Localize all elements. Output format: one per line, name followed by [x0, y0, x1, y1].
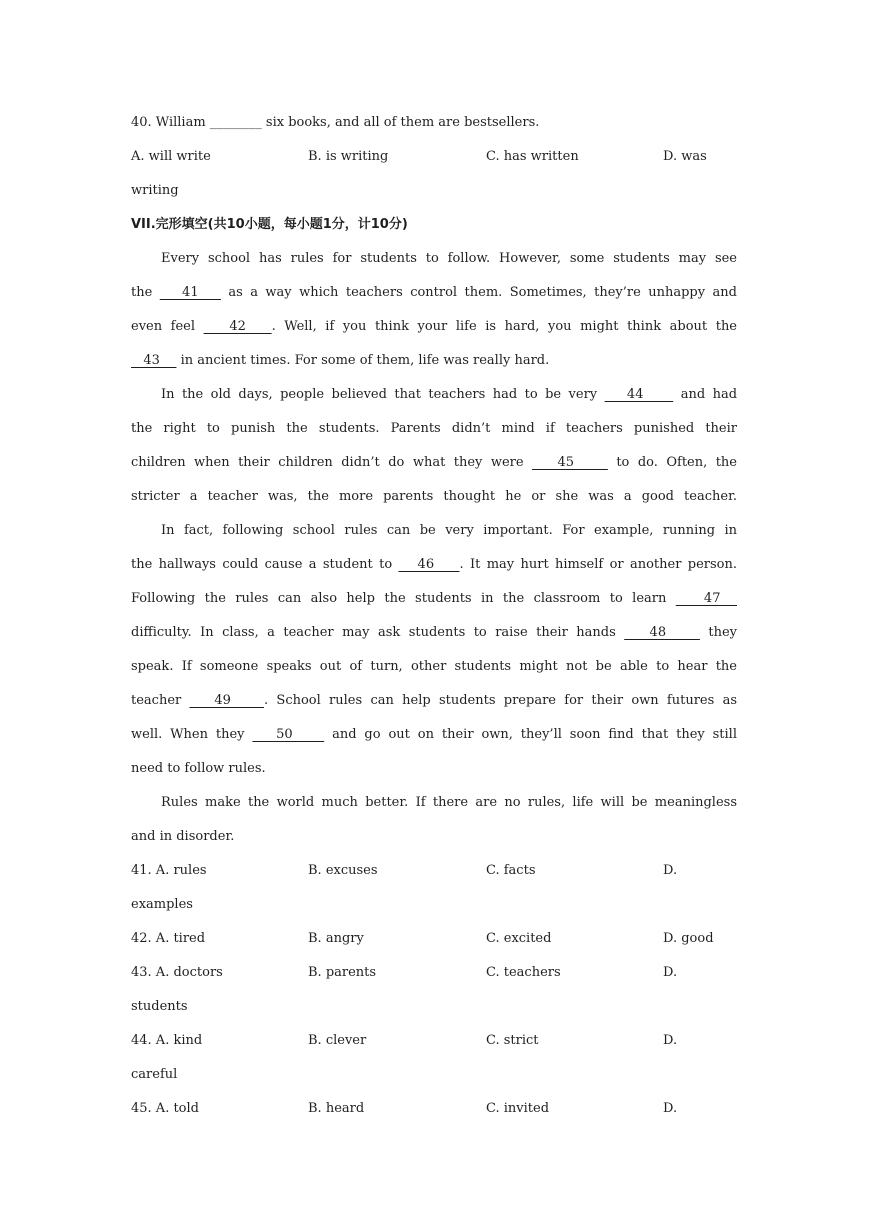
question-45-options — [131, 1092, 737, 1126]
question-40-stem: 40. William ________ six books, and all of them are bestsellers. — [131, 115, 540, 130]
passage-line: the 41 as a way which teachers control them. Sometimes, they’re unhappy and — [131, 285, 737, 300]
blank-43: 43 — [131, 353, 177, 368]
option-b: B. angry — [308, 931, 364, 946]
passage-line: even feel 42 . Well, if you think your life is hard, you might think about the — [131, 319, 738, 334]
question-40-wrap: writing — [131, 183, 179, 198]
option-d: D. was — [663, 149, 707, 164]
option-d: D. — [663, 965, 678, 980]
question-43-wrap: students — [131, 999, 188, 1014]
passage-line: stricter a teacher was, the more parents thought he or she was a good teacher. — [131, 489, 737, 504]
option-d: D. — [663, 1101, 678, 1116]
blank-41: 41 — [159, 285, 221, 300]
option-c: C. teachers — [486, 965, 561, 980]
option-a: 43. A. doctors — [131, 965, 223, 980]
passage-line: In fact, following school rules can be very important. For example, running in — [161, 523, 737, 538]
blank-44: 44 — [604, 387, 674, 402]
blank-46: 46 — [398, 557, 460, 572]
blank-49: 49 — [189, 693, 264, 708]
passage-line: 43 in ancient times. For some of them, life was really hard. — [131, 353, 550, 368]
passage-line: Every school has rules for students to follow. However, some students may see — [161, 251, 737, 266]
passage-line: teacher 49 . School rules can help students prepare for their own futures as — [131, 693, 737, 708]
passage-line: children when their children didn’t do what they were 45 to do. Often, the — [131, 455, 737, 470]
question-41-wrap: examples — [131, 897, 193, 912]
passage-line: Following the rules can also help the students in the classroom to learn 47 — [131, 591, 737, 606]
option-a: 41. A. rules — [131, 863, 207, 878]
option-a: 42. A. tired — [131, 931, 206, 946]
option-b: B. clever — [308, 1033, 367, 1048]
question-43-options — [131, 956, 737, 990]
option-c: C. facts — [486, 863, 536, 878]
question-41-options — [131, 854, 737, 888]
option-a: 45. A. told — [131, 1101, 199, 1116]
section-title: VII.完形填空(共10小题，每小题1分，计10分) — [131, 217, 408, 232]
blank-42: 42 — [203, 319, 272, 334]
option-d: D. — [663, 1033, 678, 1048]
option-b: B. excuses — [308, 863, 378, 878]
option-d: D. good — [663, 931, 714, 946]
question-44-options — [131, 1024, 737, 1058]
passage-line: the hallways could cause a student to 46 . It may hurt himself or another person. — [131, 557, 737, 572]
question-42-options — [131, 922, 737, 956]
option-c: C. strict — [486, 1033, 539, 1048]
option-b: B. is writing — [308, 149, 389, 164]
passage-line: speak. If someone speaks out of turn, other students might not be able to hear the — [131, 659, 737, 674]
blank-48: 48 — [624, 625, 700, 640]
option-d: D. — [663, 863, 678, 878]
option-c: C. invited — [486, 1101, 550, 1116]
blank-47: 47 — [675, 591, 737, 606]
option-a: 44. A. kind — [131, 1033, 203, 1048]
option-b: B. parents — [308, 965, 377, 980]
question-40-options — [131, 140, 737, 174]
passage-line: Rules make the world much better. If there are no rules, life will be meaningless — [161, 795, 737, 810]
passage-line: difficulty. In class, a teacher may ask students to raise their hands 48 they — [131, 625, 738, 640]
option-b: B. heard — [308, 1101, 365, 1116]
option-c: C. has written — [486, 149, 579, 164]
blank-50: 50 — [252, 727, 325, 742]
question-44-wrap: careful — [131, 1067, 178, 1082]
passage-line: the right to punish the students. Parents didn’t mind if teachers punished their — [131, 421, 737, 436]
option-c: C. excited — [486, 931, 552, 946]
passage-line: need to follow rules. — [131, 761, 266, 776]
blank-45: 45 — [532, 455, 608, 470]
option-a: A. will write — [131, 149, 211, 164]
passage-line: and in disorder. — [131, 829, 235, 844]
document-page — [131, 106, 737, 1126]
passage-line: well. When they 50 and go out on their own, they’ll soon find that they still — [131, 727, 737, 742]
passage-line: In the old days, people believed that teachers had to be very 44 and had — [161, 387, 738, 402]
